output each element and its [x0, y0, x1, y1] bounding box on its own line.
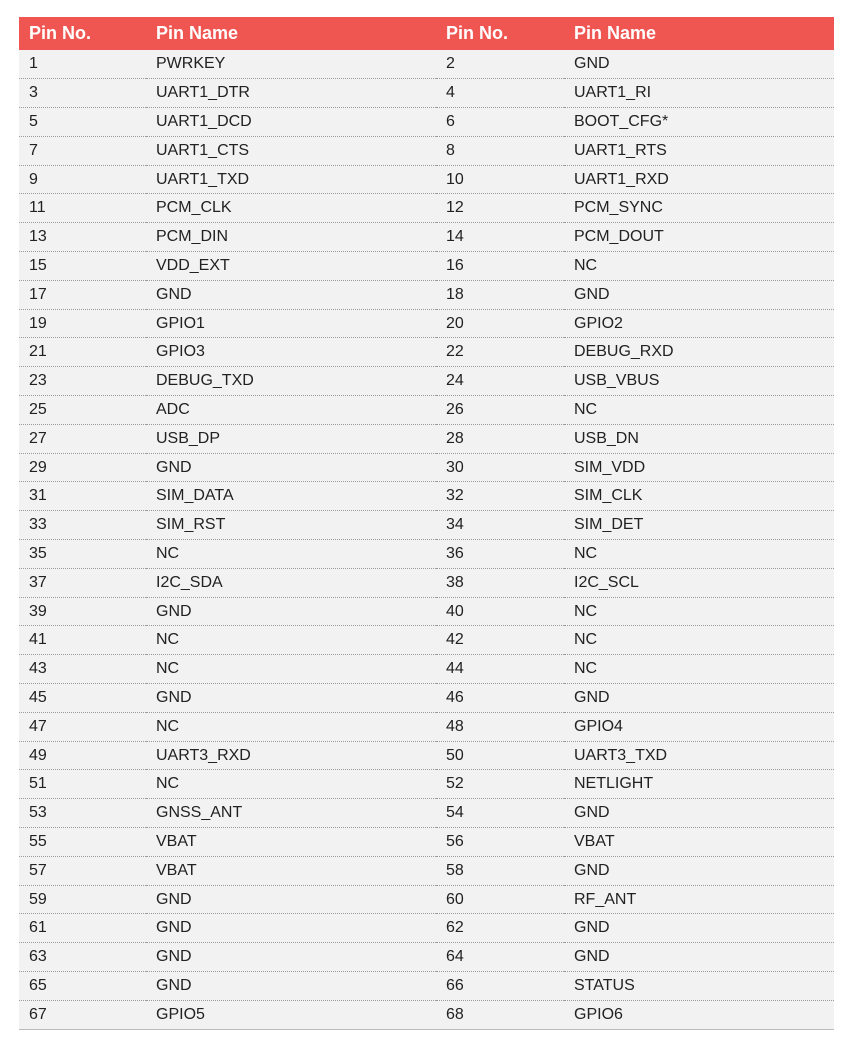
pin-name-cell: SIM_CLK: [564, 482, 834, 511]
pin-name-cell: STATUS: [564, 972, 834, 1001]
pin-name-cell: RF_ANT: [564, 885, 834, 914]
table-row: [19, 482, 834, 511]
pin-number-cell: 26: [436, 396, 564, 425]
table-row: [19, 741, 834, 770]
pin-name-cell: GND: [146, 943, 436, 972]
pin-name-cell: NETLIGHT: [564, 770, 834, 799]
pin-name-cell: USB_VBUS: [564, 367, 834, 396]
pin-number-cell: 51: [19, 770, 146, 799]
table-row: [19, 280, 834, 309]
pin-number-cell: 44: [436, 655, 564, 684]
table-row: [19, 597, 834, 626]
pin-number-cell: 27: [19, 424, 146, 453]
table-row: [19, 252, 834, 281]
pin-name-cell: NC: [146, 655, 436, 684]
pin-number-cell: 13: [19, 223, 146, 252]
pin-name-cell: NC: [564, 396, 834, 425]
pin-table-body: [19, 50, 834, 1029]
table-row: [19, 424, 834, 453]
table-row: [19, 655, 834, 684]
pin-number-cell: 64: [436, 943, 564, 972]
pin-number-cell: 67: [19, 1000, 146, 1029]
pin-number-cell: 20: [436, 309, 564, 338]
table-row: [19, 1000, 834, 1029]
pin-name-cell: UART1_DTR: [146, 79, 436, 108]
pin-name-cell: DEBUG_TXD: [146, 367, 436, 396]
pin-number-cell: 58: [436, 856, 564, 885]
pin-number-cell: 41: [19, 626, 146, 655]
pin-name-cell: PCM_DIN: [146, 223, 436, 252]
header-pin-no-left: Pin No.: [29, 23, 91, 43]
pin-name-cell: SIM_RST: [146, 511, 436, 540]
table-row: [19, 684, 834, 713]
pin-name-cell: GND: [564, 280, 834, 309]
pin-name-cell: PCM_DOUT: [564, 223, 834, 252]
pin-number-cell: 43: [19, 655, 146, 684]
pin-name-cell: VDD_EXT: [146, 252, 436, 281]
pin-number-cell: 38: [436, 568, 564, 597]
pin-name-cell: UART1_RI: [564, 79, 834, 108]
table-row: [19, 108, 834, 137]
pin-number-cell: 10: [436, 165, 564, 194]
pin-name-cell: GPIO5: [146, 1000, 436, 1029]
pin-number-cell: 25: [19, 396, 146, 425]
pin-number-cell: 62: [436, 914, 564, 943]
table-row: [19, 540, 834, 569]
pin-name-cell: NC: [564, 655, 834, 684]
pin-number-cell: 36: [436, 540, 564, 569]
pin-name-cell: GPIO3: [146, 338, 436, 367]
pin-number-cell: 4: [436, 79, 564, 108]
pin-number-cell: 37: [19, 568, 146, 597]
pin-name-cell: GND: [146, 684, 436, 713]
pin-number-cell: 16: [436, 252, 564, 281]
pin-name-cell: SIM_VDD: [564, 453, 834, 482]
pin-name-cell: SIM_DET: [564, 511, 834, 540]
pin-number-cell: 56: [436, 828, 564, 857]
pin-name-cell: NC: [146, 540, 436, 569]
table-row: [19, 712, 834, 741]
pin-number-cell: 11: [19, 194, 146, 223]
pin-name-cell: DEBUG_RXD: [564, 338, 834, 367]
pin-name-cell: GND: [564, 856, 834, 885]
pin-name-cell: NC: [564, 540, 834, 569]
table-row: [19, 885, 834, 914]
pin-number-cell: 47: [19, 712, 146, 741]
pin-name-cell: UART1_RTS: [564, 136, 834, 165]
pin-number-cell: 12: [436, 194, 564, 223]
pin-name-cell: VBAT: [146, 856, 436, 885]
pin-number-cell: 14: [436, 223, 564, 252]
pin-name-cell: UART1_TXD: [146, 165, 436, 194]
header-pin-name-right: Pin Name: [574, 23, 657, 43]
table-row: [19, 50, 834, 79]
pin-name-cell: UART1_DCD: [146, 108, 436, 137]
pin-name-cell: GPIO6: [564, 1000, 834, 1029]
table-row: [19, 165, 834, 194]
table-row: [19, 568, 834, 597]
pin-name-cell: GND: [146, 885, 436, 914]
pin-number-cell: 45: [19, 684, 146, 713]
pin-number-cell: 30: [436, 453, 564, 482]
pin-name-cell: I2C_SCL: [564, 568, 834, 597]
pin-name-cell: ADC: [146, 396, 436, 425]
pin-number-cell: 23: [19, 367, 146, 396]
pin-name-cell: GND: [146, 972, 436, 1001]
pin-name-cell: GND: [146, 280, 436, 309]
pin-number-cell: 61: [19, 914, 146, 943]
pin-number-cell: 34: [436, 511, 564, 540]
pin-number-cell: 15: [19, 252, 146, 281]
pin-number-cell: 60: [436, 885, 564, 914]
table-row: [19, 453, 834, 482]
table-row: [19, 828, 834, 857]
pin-number-cell: 68: [436, 1000, 564, 1029]
pin-name-cell: USB_DN: [564, 424, 834, 453]
table-row: [19, 856, 834, 885]
pin-number-cell: 54: [436, 799, 564, 828]
pin-name-cell: NC: [564, 597, 834, 626]
pin-number-cell: 6: [436, 108, 564, 137]
pin-name-cell: GND: [564, 943, 834, 972]
pin-name-cell: SIM_DATA: [146, 482, 436, 511]
pin-name-cell: UART3_RXD: [146, 741, 436, 770]
pin-name-cell: GND: [564, 50, 834, 79]
pin-name-cell: GND: [564, 914, 834, 943]
pin-number-cell: 3: [19, 79, 146, 108]
table-row: [19, 136, 834, 165]
table-row: [19, 338, 834, 367]
pin-name-cell: GND: [146, 597, 436, 626]
pin-table-header: [19, 17, 834, 50]
table-row: [19, 943, 834, 972]
pin-number-cell: 17: [19, 280, 146, 309]
pin-name-cell: PWRKEY: [146, 50, 436, 79]
pin-number-cell: 18: [436, 280, 564, 309]
pin-number-cell: 59: [19, 885, 146, 914]
table-row: [19, 396, 834, 425]
header-pin-no-right: Pin No.: [446, 23, 508, 43]
pin-number-cell: 49: [19, 741, 146, 770]
table-row: [19, 194, 834, 223]
pin-name-cell: GND: [146, 914, 436, 943]
pin-number-cell: 1: [19, 50, 146, 79]
pin-name-cell: UART3_TXD: [564, 741, 834, 770]
pin-name-cell: GND: [146, 453, 436, 482]
table-row: [19, 972, 834, 1001]
pin-number-cell: 2: [436, 50, 564, 79]
pin-number-cell: 63: [19, 943, 146, 972]
pin-number-cell: 42: [436, 626, 564, 655]
pin-name-cell: NC: [564, 252, 834, 281]
pin-number-cell: 32: [436, 482, 564, 511]
pin-number-cell: 31: [19, 482, 146, 511]
pin-name-cell: GPIO2: [564, 309, 834, 338]
pin-name-cell: GPIO1: [146, 309, 436, 338]
pin-number-cell: 5: [19, 108, 146, 137]
table-row: [19, 223, 834, 252]
table-row: [19, 511, 834, 540]
table-row: [19, 367, 834, 396]
pin-number-cell: 9: [19, 165, 146, 194]
pin-number-cell: 50: [436, 741, 564, 770]
pin-name-cell: UART1_CTS: [146, 136, 436, 165]
pin-name-cell: VBAT: [146, 828, 436, 857]
table-row: [19, 799, 834, 828]
pin-number-cell: 7: [19, 136, 146, 165]
pin-number-cell: 8: [436, 136, 564, 165]
pin-name-cell: GND: [564, 799, 834, 828]
pin-number-cell: 35: [19, 540, 146, 569]
pin-number-cell: 66: [436, 972, 564, 1001]
pin-number-cell: 24: [436, 367, 564, 396]
pin-number-cell: 46: [436, 684, 564, 713]
pin-name-cell: VBAT: [564, 828, 834, 857]
pin-number-cell: 40: [436, 597, 564, 626]
pin-name-cell: BOOT_CFG*: [564, 108, 834, 137]
table-row: [19, 770, 834, 799]
pin-name-cell: PCM_SYNC: [564, 194, 834, 223]
pin-name-cell: GNSS_ANT: [146, 799, 436, 828]
pin-name-cell: NC: [146, 712, 436, 741]
pin-number-cell: 19: [19, 309, 146, 338]
pin-number-cell: 21: [19, 338, 146, 367]
pin-number-cell: 29: [19, 453, 146, 482]
pin-name-cell: USB_DP: [146, 424, 436, 453]
header-row: [19, 17, 834, 50]
pin-number-cell: 22: [436, 338, 564, 367]
table-row: [19, 626, 834, 655]
pin-table: [19, 17, 834, 1030]
pin-number-cell: 39: [19, 597, 146, 626]
pin-number-cell: 57: [19, 856, 146, 885]
pin-name-cell: GND: [564, 684, 834, 713]
pin-name-cell: PCM_CLK: [146, 194, 436, 223]
pin-name-cell: NC: [146, 626, 436, 655]
table-row: [19, 309, 834, 338]
pin-number-cell: 28: [436, 424, 564, 453]
pin-name-cell: NC: [146, 770, 436, 799]
pin-name-cell: I2C_SDA: [146, 568, 436, 597]
pin-number-cell: 55: [19, 828, 146, 857]
pin-name-cell: GPIO4: [564, 712, 834, 741]
pin-number-cell: 65: [19, 972, 146, 1001]
header-pin-name-left: Pin Name: [156, 23, 239, 43]
pin-number-cell: 33: [19, 511, 146, 540]
pin-number-cell: 48: [436, 712, 564, 741]
pin-name-cell: NC: [564, 626, 834, 655]
table-row: [19, 914, 834, 943]
pin-name-cell: UART1_RXD: [564, 165, 834, 194]
pin-number-cell: 53: [19, 799, 146, 828]
pin-number-cell: 52: [436, 770, 564, 799]
table-row: [19, 79, 834, 108]
